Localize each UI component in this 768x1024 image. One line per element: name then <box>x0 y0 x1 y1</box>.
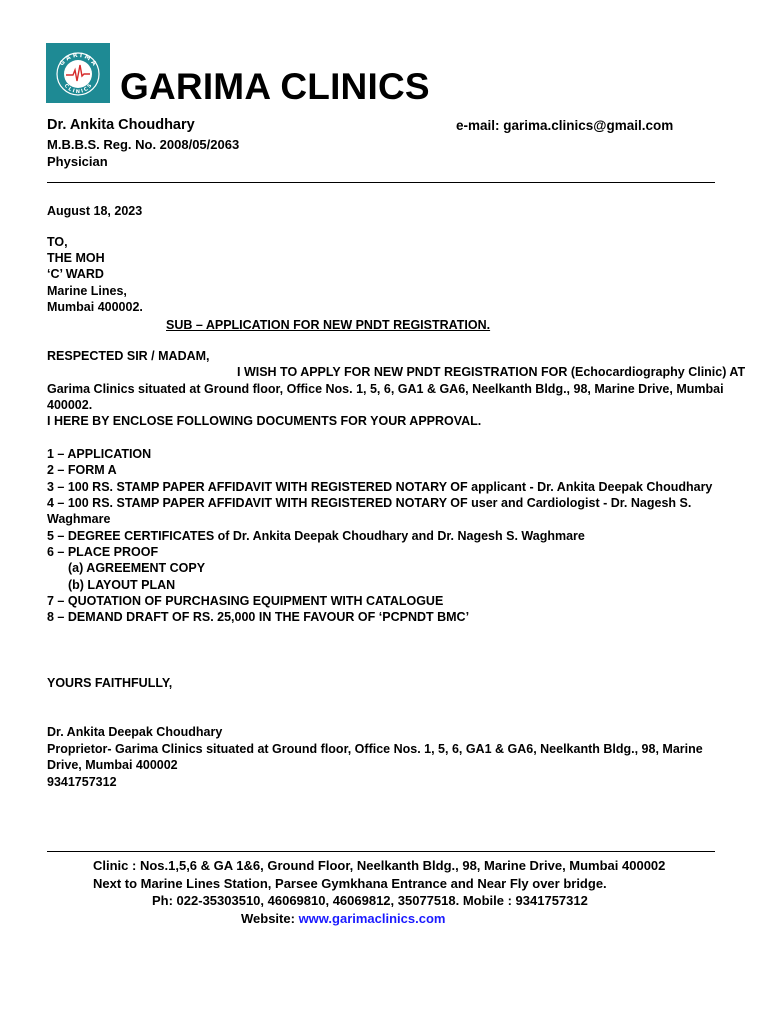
svg-text:G A R I M A: G A R I M A <box>58 51 98 68</box>
clinic-name: GARIMA CLINICS <box>120 66 430 107</box>
footer-address: Clinic : Nos.1,5,6 & GA 1&6, Ground Floor, Neelkanth Bldg., 98, Marine Drive, Mumbai 400002 <box>93 858 666 873</box>
clinic-logo <box>46 43 110 103</box>
recipient-line: THE MOH <box>47 251 105 265</box>
recipient-line: Mumbai 400002. <box>47 300 143 314</box>
salutation: RESPECTED SIR / MADAM, <box>47 349 210 363</box>
document-sub-item: (a) AGREEMENT COPY <box>68 561 206 575</box>
website-link[interactable]: www.garimaclinics.com <box>298 911 446 926</box>
document-list-item: 5 – DEGREE CERTIFICATES of Dr. Ankita Deepak Choudhary and Dr. Nagesh S. Waghmare <box>47 529 585 543</box>
document-list-item: 2 – FORM A <box>47 463 117 477</box>
heartbeat-logo-icon <box>46 43 110 103</box>
document-sub-item: (b) LAYOUT PLAN <box>68 578 176 592</box>
document-list-item: 3 – 100 RS. STAMP PAPER AFFIDAVIT WITH REGISTERED NOTARY OF applicant - Dr. Ankita Deepak Choudhary <box>47 480 713 494</box>
document-list-item: 7 – QUOTATION OF PURCHASING EQUIPMENT WITH CATALOGUE <box>47 594 444 608</box>
enclosure-statement: I HERE BY ENCLOSE FOLLOWING DOCUMENTS FOR YOUR APPROVAL. <box>47 414 482 428</box>
website-label: Website: <box>241 911 299 926</box>
document-list-item: 4 – 100 RS. STAMP PAPER AFFIDAVIT WITH REGISTERED NOTARY OF user and Cardiologist - Dr. Nagesh S. <box>47 496 692 510</box>
letter-date: August 18, 2023 <box>47 204 143 218</box>
recipient-line: ‘C’ WARD <box>47 267 104 281</box>
svg-text:C L I N I C S: C L I N I C S <box>62 82 94 96</box>
signatory-address: Proprietor- Garima Clinics situated at Ground floor, Office Nos. 1, 5, 6, GA1 & GA6, Neelkanth Bldg., 98, Marine <box>47 742 703 756</box>
email-address: e-mail: garima.clinics@gmail.com <box>456 118 674 133</box>
signatory-address: Drive, Mumbai 400002 <box>47 758 178 772</box>
doctor-name: Dr. Ankita Choudhary <box>47 117 195 133</box>
signatory-phone: 9341757312 <box>47 775 117 789</box>
footer-phone: Ph: 022-35303510, 46069810, 46069812, 35077518. Mobile : 9341757312 <box>152 893 588 908</box>
signatory-name: Dr. Ankita Deepak Choudhary <box>47 725 223 739</box>
body-paragraph-line: I WISH TO APPLY FOR NEW PNDT REGISTRATION FOR (Echocardiography Clinic) AT <box>237 365 746 379</box>
recipient-line: TO, <box>47 235 68 249</box>
document-list-item: 6 – PLACE PROOF <box>47 545 159 559</box>
body-paragraph-line: Garima Clinics situated at Ground floor, Office Nos. 1, 5, 6, GA1 & GA6, Neelkanth Bldg., 98, Marine Drive, Mumbai <box>47 382 724 396</box>
document-list-item: 8 – DEMAND DRAFT OF RS. 25,000 IN THE FAVOUR OF ‘PCPNDT BMC’ <box>47 610 470 624</box>
recipient-line: Marine Lines, <box>47 284 127 298</box>
document-list-item: Waghmare <box>47 512 111 526</box>
footer-divider <box>47 851 715 852</box>
footer-website <box>241 911 445 926</box>
closing: YOURS FAITHFULLY, <box>47 676 173 690</box>
designation: Physician <box>47 154 108 169</box>
body-paragraph-line: 400002. <box>47 398 93 412</box>
registration-number: M.B.B.S. Reg. No. 2008/05/2063 <box>47 137 240 152</box>
header-divider <box>47 182 715 183</box>
document-list-item: 1 – APPLICATION <box>47 447 152 461</box>
letter-subject: SUB – APPLICATION FOR NEW PNDT REGISTRATION. <box>166 318 491 332</box>
footer-landmark: Next to Marine Lines Station, Parsee Gymkhana Entrance and Near Fly over bridge. <box>93 876 607 891</box>
